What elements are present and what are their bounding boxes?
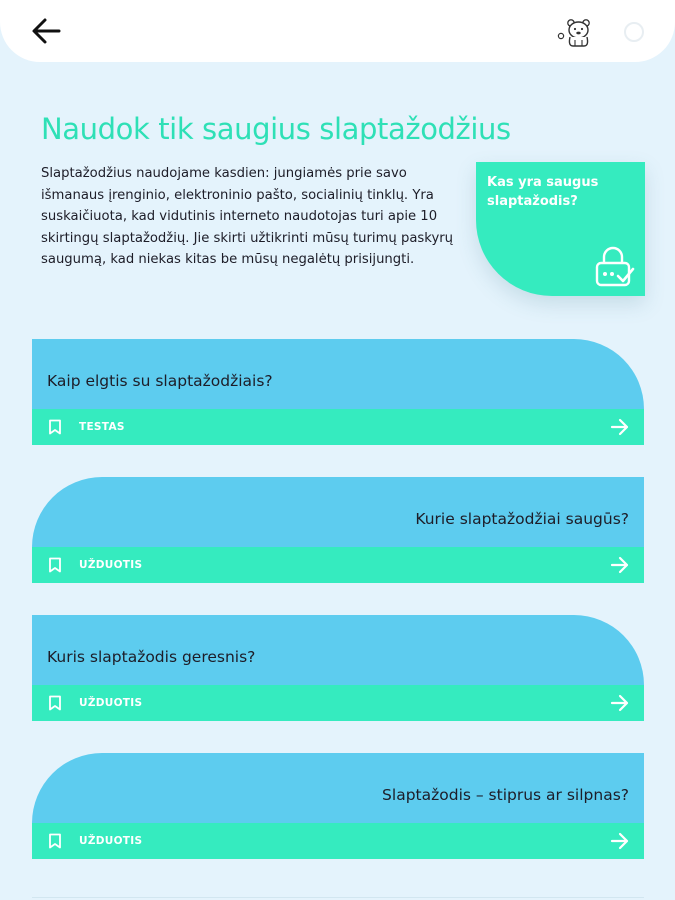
bookmark-icon [48, 695, 62, 711]
bear-mascot-icon[interactable] [556, 16, 598, 48]
safe-password-info-card[interactable] [476, 162, 645, 296]
task-type-label: UŽDUOTIS [79, 697, 143, 709]
task-card-header [32, 615, 644, 685]
task-card-title: Kuris slaptažodis geresnis? [47, 648, 256, 666]
back-button[interactable] [26, 14, 66, 48]
arrow-left-icon [30, 17, 62, 45]
page-title: Naudok tik saugius slaptažodžius [41, 112, 511, 146]
task-card-4[interactable] [32, 753, 644, 859]
task-type-label: UŽDUOTIS [79, 835, 143, 847]
lock-check-icon [592, 244, 636, 288]
top-header [0, 0, 675, 62]
arrow-right-icon[interactable] [610, 556, 630, 574]
task-card-title: Kaip elgtis su slaptažodžiais? [47, 372, 273, 390]
intro-text: Slaptažodžius naudojame kasdien: jungiamės prie savo išmanaus įrenginio, elektroninio pašto, socialinių tinklų. Yra suskaičiuota, kad vidutinis interneto naudotojas turi apie 10 skirtingų slaptažodžių. Jie skirti užtikrinti mūsų turimų paskyrų saugumą, kad niekas kitas be mūsų negalėtų prisijungti. [41, 166, 454, 268]
bookmark-icon [48, 833, 62, 849]
task-card-header [32, 477, 644, 547]
task-card-1[interactable] [32, 339, 644, 445]
task-type-label: TESTAS [79, 421, 125, 433]
task-card-header [32, 753, 644, 823]
task-card-footer [32, 547, 644, 583]
task-card-footer [32, 685, 644, 721]
task-type-label: UŽDUOTIS [79, 559, 143, 571]
arrow-right-icon[interactable] [610, 418, 630, 436]
task-card-2[interactable] [32, 477, 644, 583]
profile-circle-button[interactable] [624, 22, 644, 42]
task-card-3[interactable] [32, 615, 644, 721]
info-card-label: Kas yra saugus slaptažodis? [487, 175, 599, 209]
task-card-header [32, 339, 644, 409]
task-card-footer [32, 409, 644, 445]
task-card-footer [32, 823, 644, 859]
bottom-divider [32, 897, 644, 898]
task-card-title: Slaptažodis – stiprus ar silpnas? [382, 786, 629, 804]
bookmark-icon [48, 419, 62, 435]
arrow-right-icon[interactable] [610, 832, 630, 850]
bookmark-icon [48, 557, 62, 573]
task-card-title: Kurie slaptažodžiai saugūs? [415, 510, 629, 528]
arrow-right-icon[interactable] [610, 694, 630, 712]
